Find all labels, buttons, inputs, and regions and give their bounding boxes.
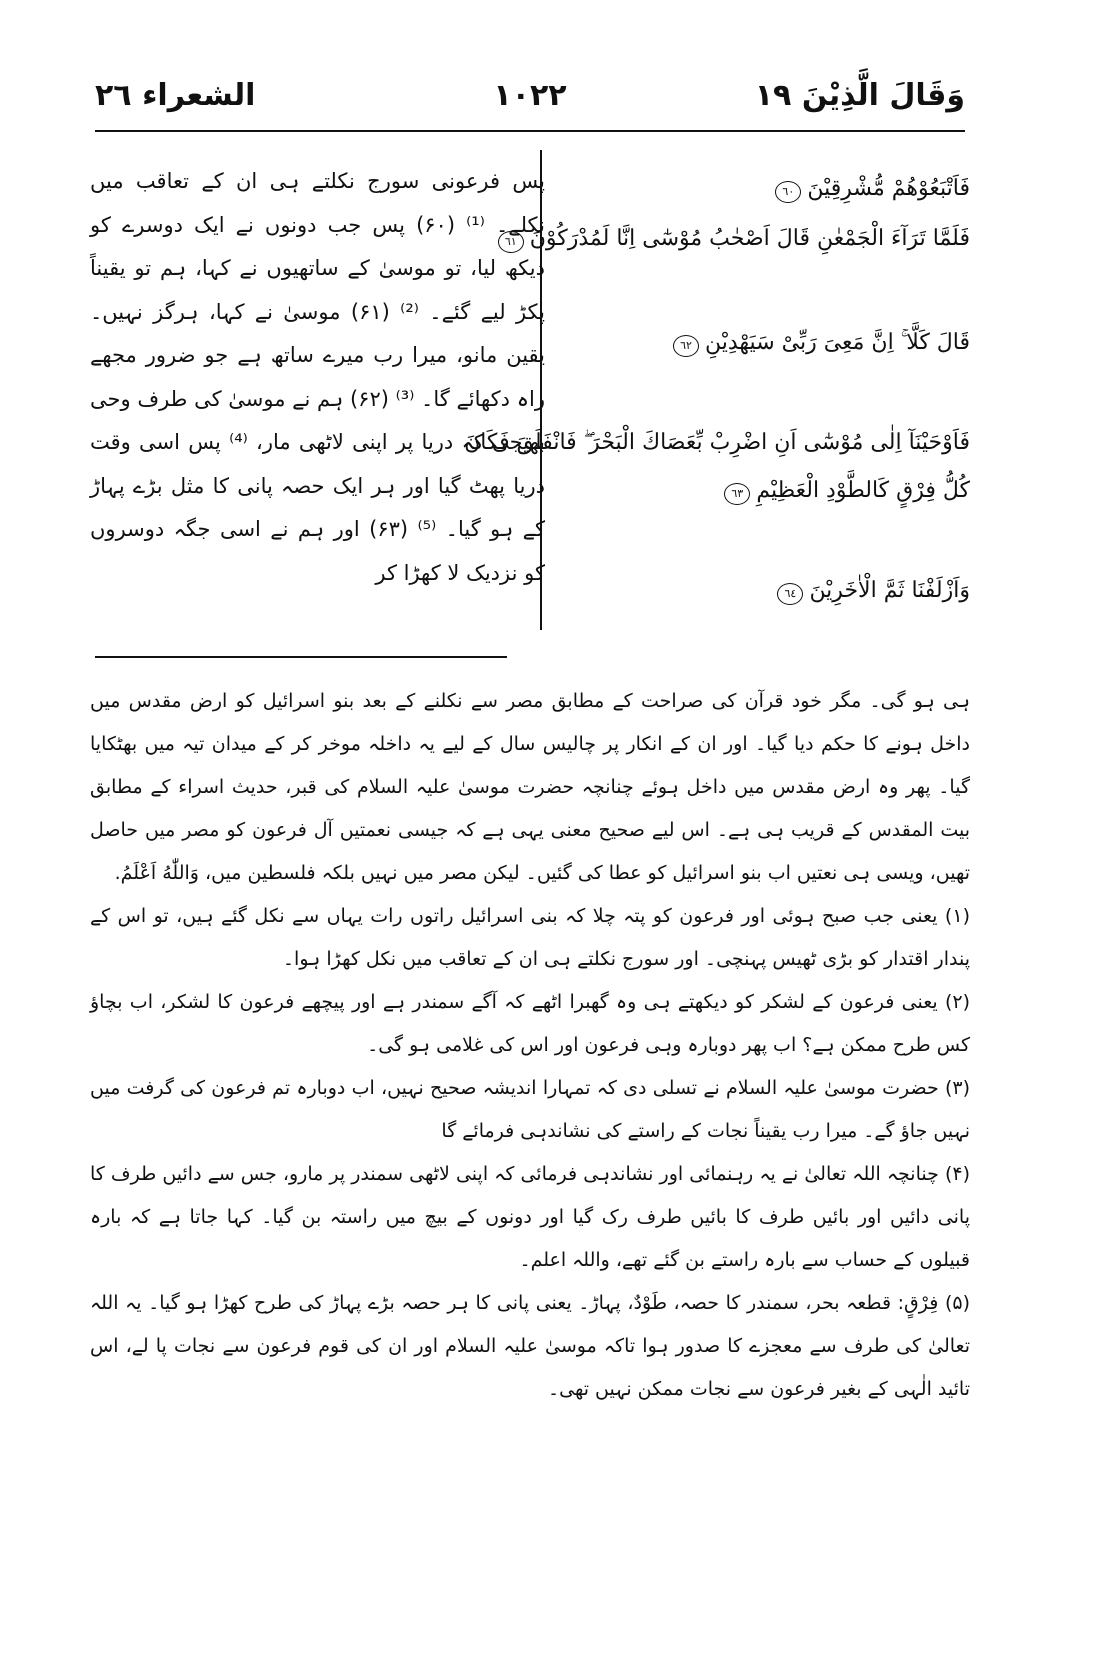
arabic-verse (575, 330, 970, 357)
arabic-verse (575, 176, 970, 203)
arabic-verse (575, 578, 970, 605)
juz-title: وَقَالَ الَّذِيْنَ ١٩ (754, 78, 965, 113)
footnote: (۴) چنانچہ اللہ تعالیٰ نے یہ رہنمائی اور نشاندہی فرمائی کہ اپنی لاٹھی سمندر پر مارو، جس سے دائیں طرف کا پانی دائیں اور بائیں طرف کا بائیں طرف رک گیا اور دونوں کے بیچ میں راستہ بن گیا۔ کہا جاتا ہے کہ بارہ قبیلوں کے حساب سے بارہ راستے بن گئے تھے، واللہ اعلم۔ (90, 1163, 970, 1271)
footnote-rule (95, 656, 507, 658)
footnote: (۲) یعنی فرعون کے لشکر کو دیکھتے ہی وہ گھبرا اٹھے کہ آگے سمندر ہے اور پیچھے فرعون کا لشکر، اب بچاؤ کس طرح ممکن ہے؟ اب پھر دوبارہ وہی فرعون اور اس کی غلامی ہو گی۔ (90, 991, 970, 1056)
verse-text: كُلُّ فِرْقٍ كَالطَّوْدِ الْعَظِيْمِ (756, 478, 970, 503)
header-rule (95, 130, 965, 132)
verse-number: ٦٤ (777, 583, 803, 605)
page-header (95, 78, 965, 128)
footnote: (۱) یعنی جب صبح ہوئی اور فرعون کو پتہ چلا کہ بنی اسرائیل راتوں رات یہاں سے نکل گئے ہیں، تو اس کے پندار اقتدار کو بڑی ٹھیس پہنچی۔ اور سورج نکلتے ہی ان کے تعاقب میں نکل کھڑا ہوا۔ (90, 905, 970, 970)
footnote-continuation: ہی ہو گی۔ مگر خود قرآن کی صراحت کے مطابق مصر سے نکلنے کے بعد بنو اسرائیل کو ارض مقدس میں داخل ہونے کا حکم دیا گیا۔ اور ان کے انکار پر چالیس سال کے لیے یہ داخلہ موخر کر کے میدان تیہ میں بھٹکایا گیا۔ پھر وہ ارض مقدس میں داخل ہوئے چنانچہ حضرت موسیٰ علیہ السلام کی قبر، حدیث اسراء کے مطابق بیت المقدس کے قریب ہی ہے۔ اس لیے صحیح معنی یہی ہے کہ جیسی نعمتیں آل فرعون کو مصر میں حاصل تھیں، ویسی ہی نعتیں اب بنو اسرائیل کو عطا کی گئیں۔ لیکن مصر میں نہیں بلکہ فلسطین میں، وَاللّٰهُ اَعْلَمُ. (90, 690, 970, 884)
verse-number: ٦٠ (775, 181, 801, 203)
footnote: (۳) حضرت موسیٰ علیہ السلام نے تسلی دی کہ تمہارا اندیشہ صحیح نہیں، اب دوبارہ تم فرعون کی گرفت میں نہیں جاؤ گے۔ میرا رب یقیناً نجات کے راستے کی نشاندہی فرمائے گا (90, 1077, 970, 1142)
verse-text: فَاَوْحَيْنَآ اِلٰى مُوْسٰٓى اَنِ اضْرِبْ بِّعَصَاكَ الْبَحْرَ ۖ فَانْفَلَقَ فَكَانَ (464, 430, 970, 455)
verse-number: ٦١ (498, 231, 524, 253)
verse-text: فَلَمَّا تَرَآءَ الْجَمْعٰنِ قَالَ اَصْحٰبُ مُوْسٰٓى اِنَّا لَمُدْرَكُوْنَ (529, 226, 970, 251)
arabic-verse (464, 430, 970, 455)
footnote: (۵) فِرْقٍ: قطعہ بحر، سمندر کا حصہ، طَوْدٌ، پہاڑ۔ یعنی پانی کا ہر حصہ بڑے پہاڑ کی طرح کھڑا ہو گیا۔ یہ اللہ تعالیٰ کی طرف سے معجزے کا صدور ہوا تاکہ موسیٰ علیہ السلام اور ان کی قوم فرعون سے نجات پا لے، اس تائید الٰہی کے بغیر فرعون سے نجات ممکن نہیں تھی۔ (90, 1292, 970, 1400)
verse-number: ٦٢ (673, 335, 699, 357)
arabic-verse (504, 226, 970, 253)
verse-text: وَاَزْلَفْنَا ثَمَّ الْاٰخَرِيْنَ (809, 578, 970, 603)
verse-number: ٦٣ (724, 483, 750, 505)
page-number: ١٠٢٢ (493, 78, 567, 113)
arabic-verse (575, 478, 970, 505)
verse-text: فَاَتْبَعُوْهُمْ مُّشْرِقِيْنَ (807, 176, 970, 201)
arabic-column (464, 168, 970, 638)
footnotes (90, 680, 970, 1530)
surah-title: الشعراء ٢٦ (95, 78, 256, 113)
translation-column: پس فرعونی سورج نکلتے ہی ان کے تعاقب میں نکلے۔ ⁽¹⁾ (۶۰) پس جب دونوں نے ایک دوسرے کو دیکھ لیا، تو موسیٰ کے ساتھیوں نے کہا، ہم تو یقیناً پکڑ لیے گئے۔ ⁽²⁾ (۶۱) موسیٰ نے کہا، ہرگز نہیں۔ یقین مانو، میرا رب میرے ساتھ ہے جو ضرور مجھے راہ دکھائے گا۔ ⁽³⁾ (۶۲) ہم نے موسیٰ کی طرف وحی بھیجی کہ دریا پر اپنی لاٹھی مار، ⁽⁴⁾ پس اسی وقت دریا پھٹ گیا اور ہر ایک حصہ پانی کا مثل بڑے پہاڑ کے ہو گیا۔ ⁽⁵⁾ (۶۳) اور ہم نے اسی جگہ دوسروں کو نزدیک لا کھڑا کر (90, 169, 546, 585)
verse-text: قَالَ كَلَّا ۚ اِنَّ مَعِىَ رَبِّىْ سَيَهْدِيْنِ (705, 330, 970, 355)
